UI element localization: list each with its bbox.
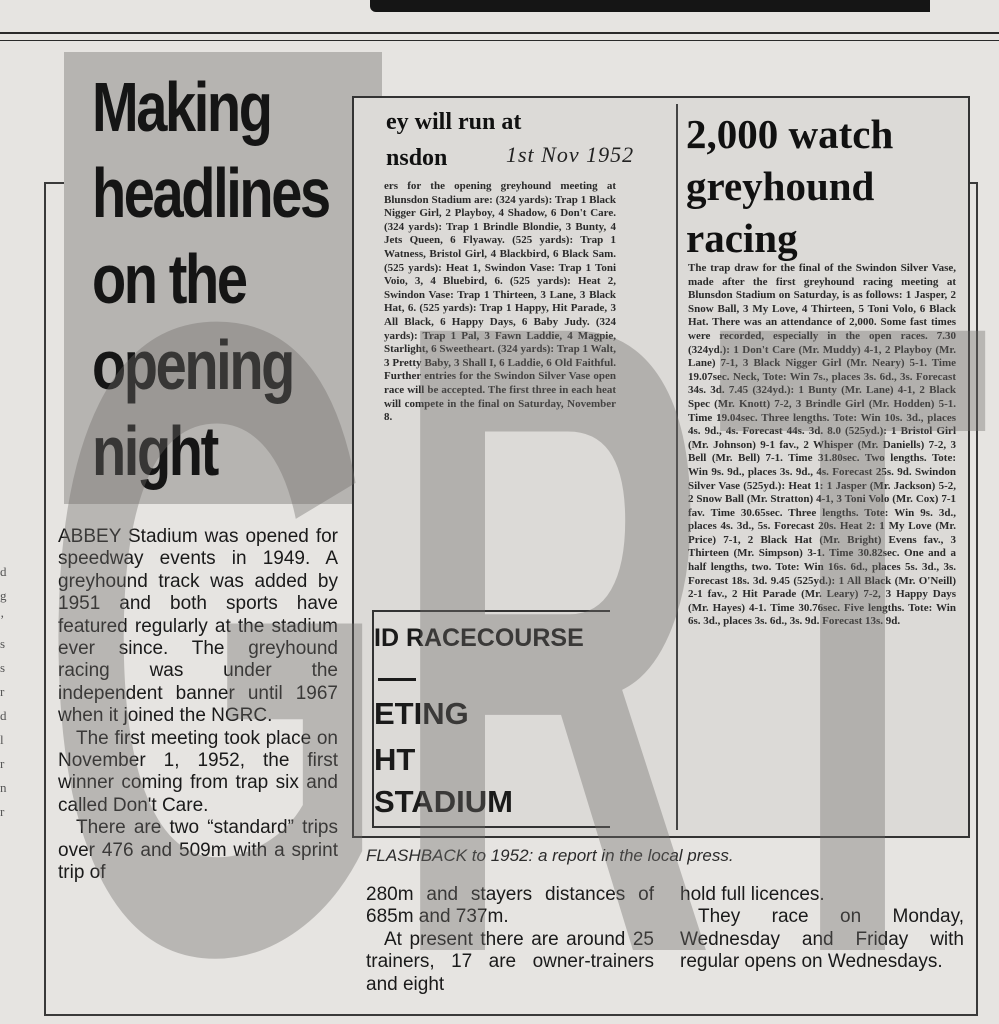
photo-caption: FLASHBACK to 1952: a report in the local press. [366,846,734,865]
report-text: The trap draw for the final of the Swindon Silver Vase, made after the first greyhound racing meeting at Blunsdon Stadium on Saturday, is as follows: 1 Jasper, 2 Snow Ball, 3 My Love, 4 Thirteen, 5 Toni Volo, 6 Black Hat. There was an attendance of 2,000. Some fast times were recorded, especially in the open races. 7.30 (324yd.): 1 Don't Care (Mr. Muddy) 4-1, 2 Playboy (Mr. Lane) 7-1, 3 Black Nigger Girl (Mr. Neary) 5-1. Time 19.07sec. Neck, Tote: Win 7s., places 3s. 6d., 3s. Forecast 34s. 3d. 7.45 (324yd.): 1 Bunty (Mr. Lane) 4-1, 2 Black Spec (Mr. Knott) 7-2, 3 Brindle Girl (Mr. Hodden) 5-1. Time 19.04sec. Three lengths. Tote: Win 10s. 3d., places 4s. 9d., 4s. Forecast 44s. 3d. 8.0 (525yd.): 1 Bristol Girl (Mr. Johnson) 9-1 fav., 2 Whisper (Mr. Daniells) 7-2, 3 Bell (Mr. Bell) 7-1. Time 31.80sec. Two lengths. Tote: Win 9s. 9d., places 3s. 9d., 4s. Forecast 25s. 9d. Swindon Silver Vase (525yd.): Heat 1: 1 Jasper (Mr. Jackson) 5-2, 2 Snow Ball (Mr. Stratton) 4-1, 3 Toni Volo (Mr. Cox) 7-1 fav. Time 30.65sec. Three lengths. Tote: Win 9s. 3d., places 4s. 3d., 5s. Forecast 20s. Heat 2: 1 My Love (Mr. Price) 7-1, 2 Black Hat (Mr. Bright) Evens fav., 3 Thirteen (Mr. Simpson) 3-1. Time 30.82sec. One and a half lengths, two. Tote: Win 16s. 6d., places 5s. 3d., 3s. Forecast 18s. 3d. 9.45 (525yd.): 1 All Black (Mr. O'Neill) 2-1 fav., 2 Hit Parade (Mr. Leary) 7-2, 3 Happy Days (Mr. Hayes) 4-1. Time 30.76sec. Five lengths. Tote: Win 6s. 3d., places 3s. 6d., 3s. 9d. Forecast 13s. 9d. [688,262,956,628]
margin-letter: g [0,588,7,603]
margin-letter: r [0,684,5,699]
article-paragraph: ABBEY Stadium was opened for speedway events in 1949. A greyhound track was added by 1951 and both sports have featured regularly at the stadium ever since. The greyhound racing was under the independent banner until 1967 when it joined the NGRC. [58,526,338,727]
article-column-3 [680,884,964,974]
clipping-entries-text: ers for the opening greyhound meeting at Blunsdon Stadium are: (324 yards): Trap 1 Black Nigger Girl, 2 Playboy, 4 Shadow, 6 Don't Care. (324 yards): Trap 1 Brindle Blondie, 3 Bunty, 4 Jets Queen, 6 Flyaway. (525 yards): Trap 1 Watness, Bristol Girl, 4 Blackbird, 6 Black Sam. (525 yards): Heat 1, Swindon Vase: Trap 1 Toni Voio, 3, 4 Bluebird, 6. (525 yards): Heat 2, Swindon Vase: Trap 1 Thirteen, 3 Lane, 3 Black Hat, 6. (525 yards): Trap 1 Happy, Hit Parade, 3 All Black, 6 Happy Days, 6 Baby Judy. (324 yards): Trap 1 Pal, 3 Fawn Laddie, 4 Magpie, Starlight, 6 Sweetheart. (324 yards): Trap 1 Walt, 3 Pretty Baby, 3 Shall I, 6 Laddie, 6 Old Faithful. Further entries for the Swindon Silver Vase open race will be accepted. The first three in each heat will compete in the final on Saturday, November 8. [384,180,616,424]
page-rule [0,32,999,34]
margin-letter: n [0,780,7,795]
advert-line: ETING [374,696,469,731]
margin-letter: r [0,756,5,771]
margin-letter: r [0,804,5,819]
top-border-bar [370,0,930,12]
article-paragraph: The first meeting took place on November 1, 1952, the first winner coming from trap six and called Don't Care. [58,727,338,816]
advert-line: STADIUM [374,784,513,819]
article-paragraph: 280m and stayers distances of 685m and 737m. [366,884,654,928]
handwritten-date: 1st Nov 1952 [506,142,635,167]
margin-letter: s [0,660,6,675]
clipping-column-divider [676,104,678,830]
page-rule-thin [0,40,999,41]
advert-dash [378,678,416,681]
article-column-2 [366,884,654,996]
margin-letter: l [0,732,4,747]
headline: Making headlines on the opening night [92,68,329,490]
article-paragraph: There are two “standard” trips over 476 and 509m with a sprint trip of [58,817,338,884]
report-headline: 2,000 watch greyhound racing [686,111,894,261]
margin-letter: d [0,708,7,723]
article-paragraph: hold full licences. [680,884,825,905]
margin-letter: d [0,564,7,579]
article-paragraph: They race on Monday, Wednesday and Friday with regular opens on Wednesdays. [680,906,964,973]
watermark-text: GRT [40,135,990,1010]
article-column-1 [58,526,338,885]
margin-letter: ’ [0,612,5,627]
clipping-entries-title: ey will run at nsdon [386,109,522,171]
advert-line: ID RACECOURSE [374,624,584,652]
margin-letter: s [0,636,6,651]
advert-line: HT [374,742,416,777]
adjacent-column-edge [0,560,16,824]
article-paragraph: At present there are around 25 trainers, 17 are owner-trainers and eight [366,928,654,995]
